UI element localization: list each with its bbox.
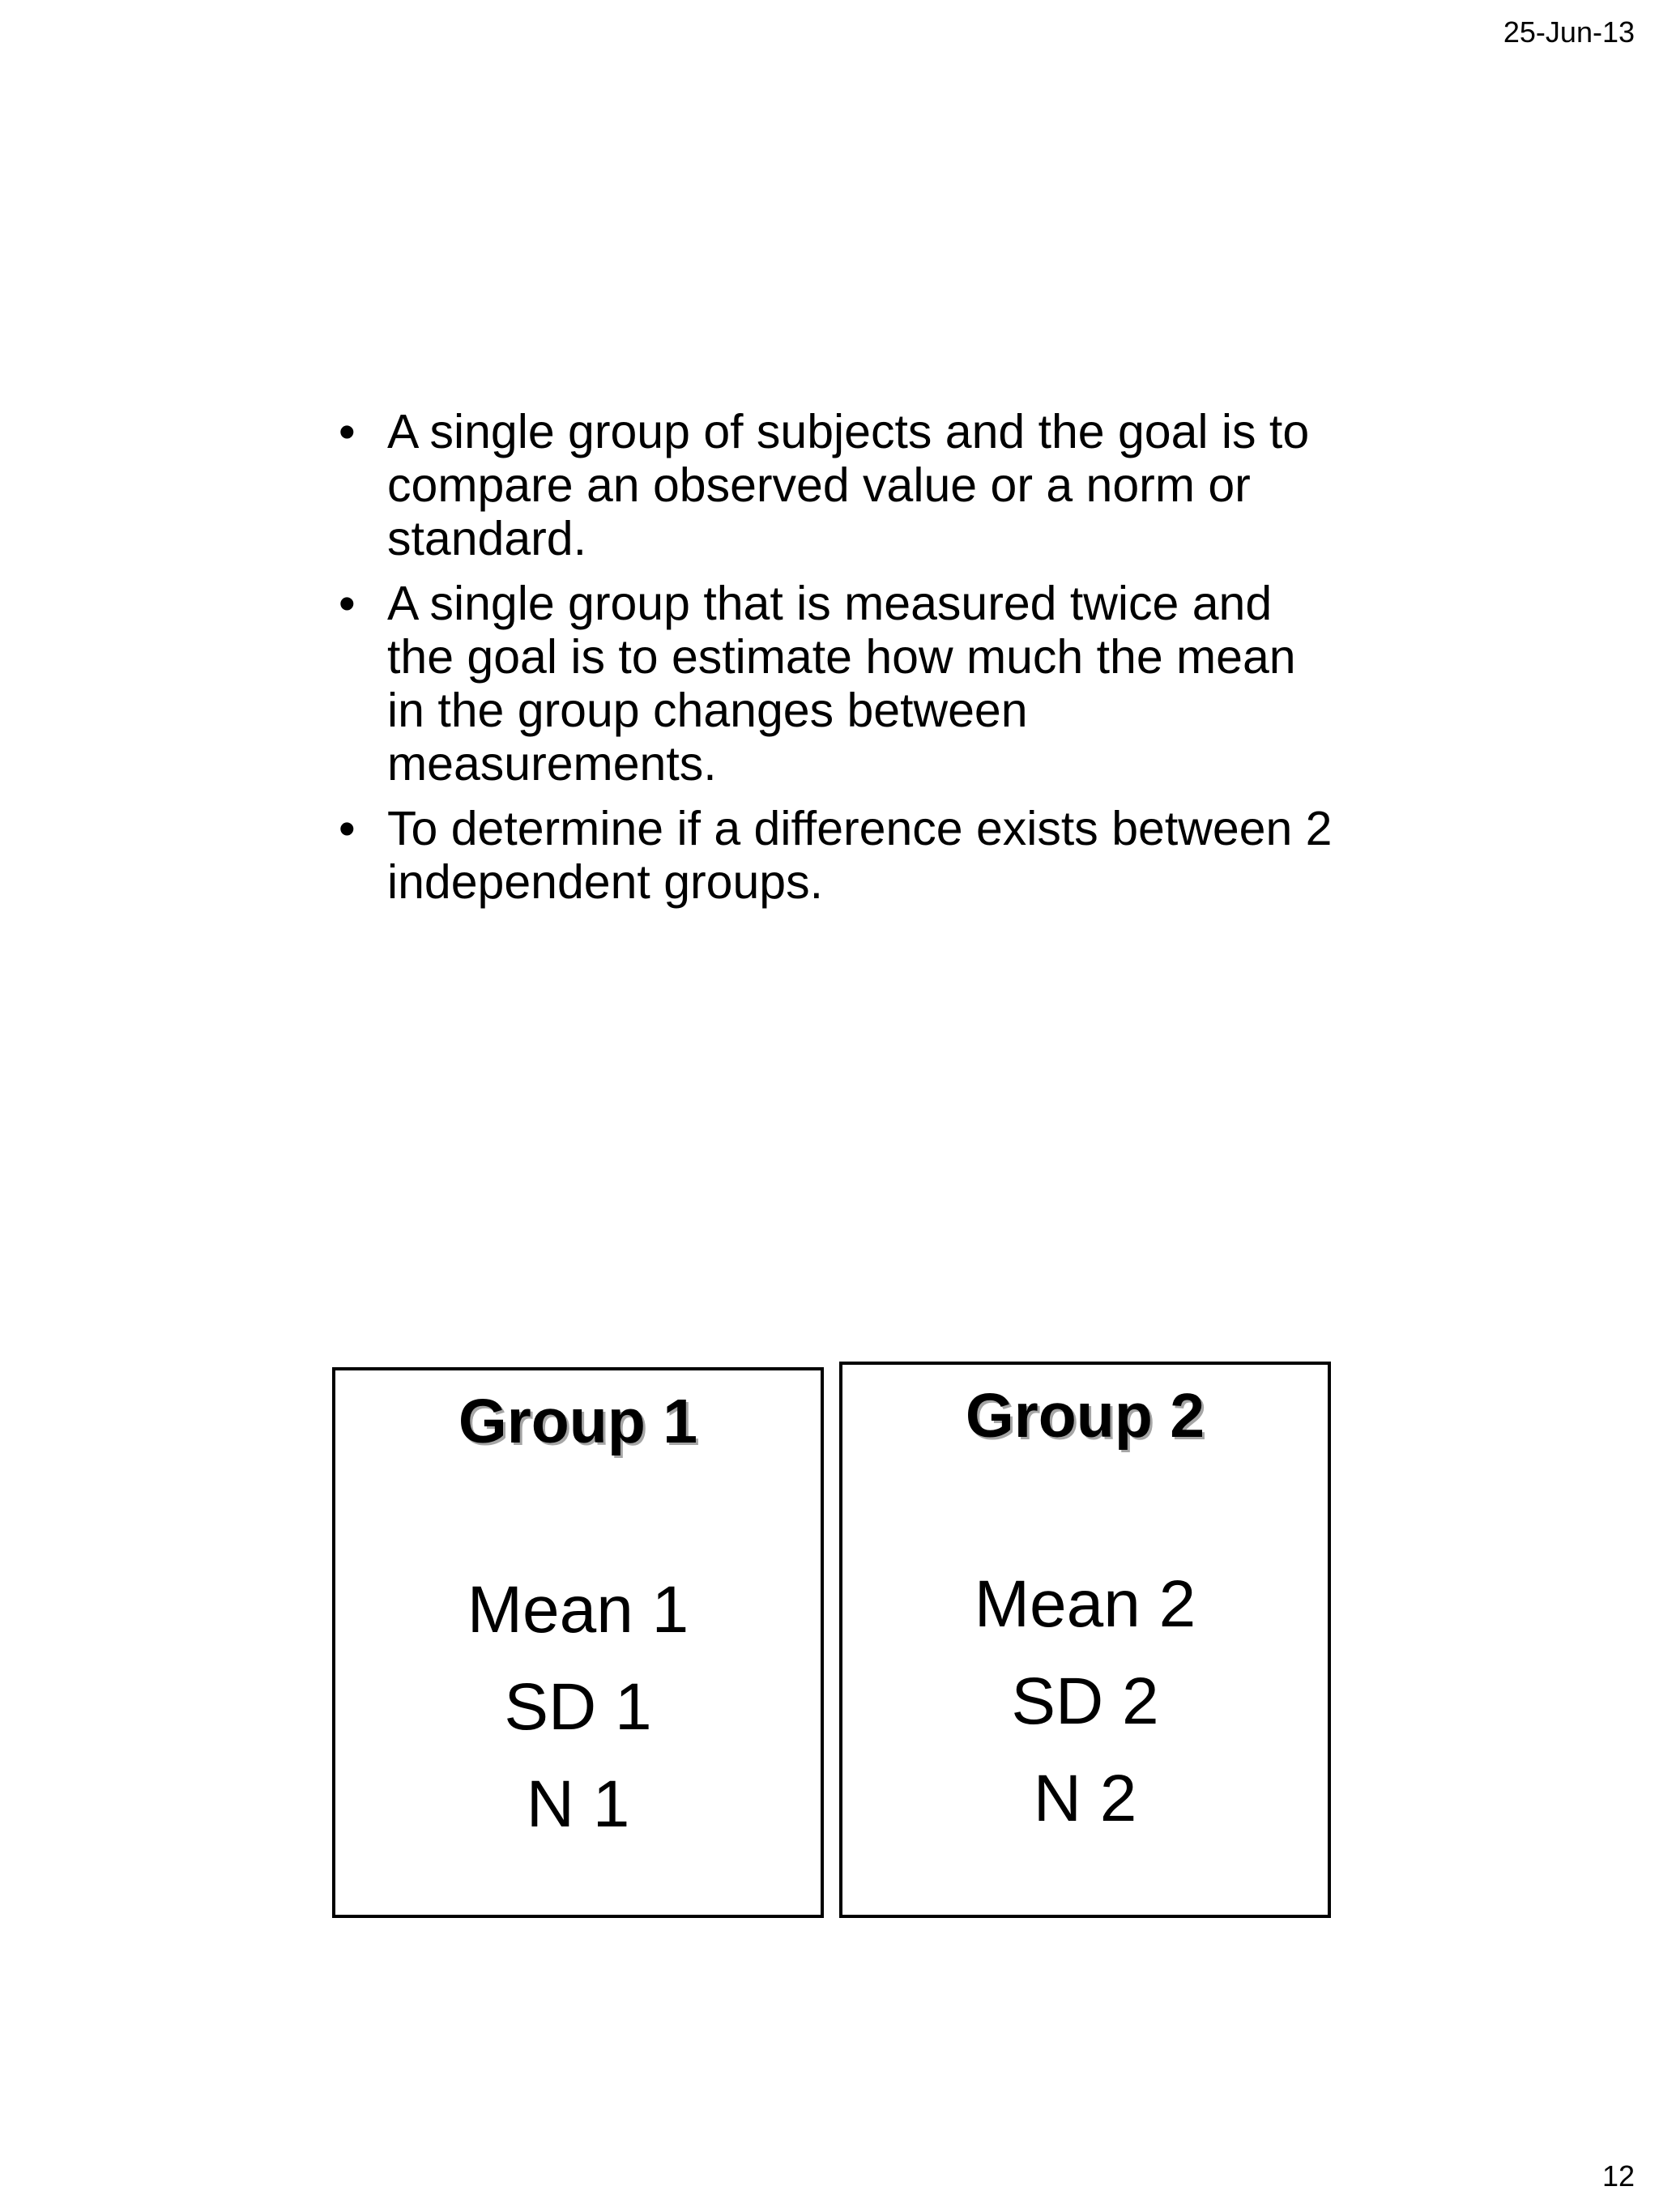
bullet-text: A single group of subjects and the goal is to compare an observed value or a norm or standard. (387, 405, 1310, 565)
bullet-marker: • (339, 577, 356, 630)
slide-date: 25-Jun-13 (1503, 15, 1635, 49)
bullet-item (339, 405, 1343, 565)
group-2-stats (842, 1556, 1328, 1848)
bullet-marker: • (339, 802, 356, 855)
bullet-text: A single group that is measured twice and the goal is to estimate how much the mean in the group changes between measurements. (387, 577, 1296, 791)
bullet-marker: • (339, 405, 356, 458)
group-1-stats (335, 1562, 821, 1853)
group-1-n: N 1 (526, 1767, 630, 1841)
group-2-n: N 2 (1033, 1762, 1137, 1835)
bullet-item (339, 577, 1343, 791)
page-number: 12 (1601, 2159, 1635, 2193)
group-1-box (332, 1367, 824, 1918)
group-1-mean: Mean 1 (467, 1573, 689, 1647)
group-2-box (839, 1362, 1331, 1918)
bullet-list (339, 405, 1343, 920)
group-2-sd: SD 2 (1011, 1664, 1159, 1738)
bullet-text: To determine if a difference exists between 2 independent groups. (387, 802, 1333, 909)
group-1-title: Group 1 (458, 1387, 698, 1456)
bullet-item (339, 802, 1343, 909)
group-2-title: Group 2 (965, 1381, 1205, 1451)
group-2-mean: Mean 2 (974, 1567, 1196, 1641)
group-1-sd: SD 1 (504, 1670, 652, 1744)
